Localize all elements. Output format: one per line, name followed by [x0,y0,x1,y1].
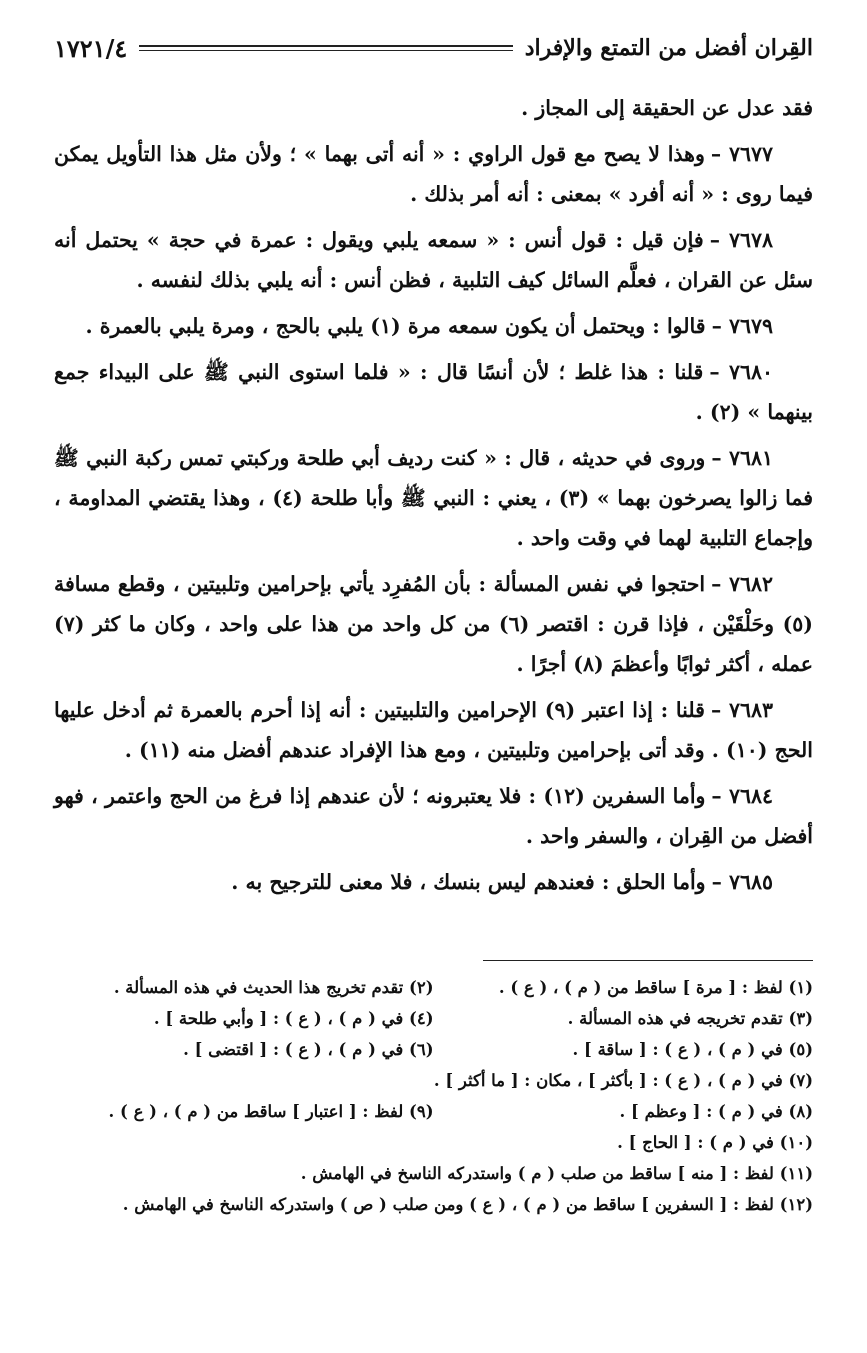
paragraph [54,776,813,856]
footnote-5: (٥) في ( م ) ، ( ع ) : [ ساقة ] . [572,1040,813,1059]
paragraph [54,564,813,684]
footnote-3: (٣) تقدم تخريجه في هذه المسألة . [567,1009,813,1028]
paragraph-number: ٧٦٧٩ – [711,314,773,338]
page-header [54,28,813,68]
paragraph-text: وهذا لا يصح مع قول الراوي : « أنه أتى بهما » ؛ ولأن مثل هذا التأويل يمكن فيما روى : « أنه أفرد » بمعنى : أنه أمر بذلك . [54,142,813,206]
paragraph-number: ٧٦٧٧ – [710,142,773,166]
footnote-8: (٨) في ( م ) : [ وعظم ] . [619,1102,813,1121]
footnote-row [54,972,813,1003]
paragraph-number: ٧٦٨٠ – [709,360,773,384]
footnote-12: (١٢) لفظ : [ السفرين ] ساقط من ( م ) ، ( ع ) ومن صلب ( ص ) واستدركه الناسخ في الهامش . [122,1195,813,1214]
paragraph-number: ٧٦٨٤ – [711,784,773,808]
paragraph [54,306,813,346]
footnote-11: (١١) لفظ : [ منه ] ساقط من صلب ( م ) واستدركه الناسخ في الهامش . [300,1164,813,1183]
footnotes [54,972,813,1220]
paragraph-text: قلنا : هذا غلط ؛ لأن أنسًا قال : « فلما استوى النبي ﷺ على البيداء جمع بينهما » (٢) . [54,360,813,424]
paragraph [54,134,813,214]
paragraph [54,690,813,770]
header-rule [139,45,513,51]
paragraph-text: قلنا : إذا اعتبر (٩) الإحرامين والتلبيتين : أنه إذا أحرم بالعمرة ثم أدخل عليها الحج (١٠) . وقد أتى بإحرامين وتلبيتين ، ومع هذا الإفراد عندهم أفضل منه (١١) . [54,698,813,762]
footnote-row [54,1096,813,1127]
footnote-9: (٩) لفظ : [ اعتبار ] ساقط من ( م ) ، ( ع ) . [108,1102,434,1121]
footnote-6: (٦) في ( م ) ، ( ع ) : [ اقتضى ] . [183,1040,434,1059]
paragraph [54,220,813,300]
paragraph-text: وروى في حديثه ، قال : « كنت رديف أبي طلحة وركبتي تمس ركبة النبي ﷺ فما زالوا يصرخون بهما » (٣) ، يعني : النبي ﷺ وأبا طلحة (٤) ، وهذا يقتضي المداومة ، وإجماع التلبية لهما في وقت واحد . [54,446,814,550]
paragraph-text: قالوا : ويحتمل أن يكون سمعه مرة (١) يلبي بالحج ، ومرة يلبي بالعمرة . [85,314,706,338]
paragraph-text: احتجوا في نفس المسألة : بأن المُفرِد يأتي بإحرامين وتلبيتين ، وقطع مسافة (٥) وحَلْقَيْن ، فإذا قرن : اقتصر (٦) من كل واحد من هذا على واحد ، وكان ما كثر (٧) عمله ، أكثر ثوابًا وأعظمَ (٨) أجرًا . [54,572,813,676]
footnote-4: (٤) في ( م ) ، ( ع ) : [ وأبي طلحة ] . [153,1009,434,1028]
footnote-7: (٧) في ( م ) ، ( ع ) : [ بأكثر ] ، مكان : [ ما أكثر ] . [433,1071,813,1090]
paragraph-number: ٧٦٨٥ – [711,870,773,894]
page-number: ١٧٢١/٤ [54,33,128,63]
paragraph-number: ٧٦٨٢ – [711,572,774,596]
paragraph-text: وأما السفرين (١٢) : فلا يعتبرونه ؛ لأن عندهم إذا فرغ من الحج واعتمر ، فهو أفضل من القِران ، والسفر واحد . [54,784,813,848]
paragraph-text: وأما الحلق : فعندهم ليس بنسك ، فلا معنى للترجيح به . [231,870,706,894]
paragraph-number: ٧٦٨١ – [711,446,774,470]
paragraph-number: ٧٦٧٨ – [709,228,773,252]
footnote-1: (١) لفظ : [ مرة ] ساقط من ( م ) ، ( ع ) . [498,978,813,997]
paragraph-text: فإن قيل : قول أنس : « سمعه يلبي ويقول : عمرة في حجة » يحتمل أنه سئل عن القران ، فعلَّم السائل كيف التلبية ، فظن أنس : أنه يلبي بذلك لنفسه . [54,228,813,292]
footnote-separator [483,960,813,961]
paragraph [54,438,813,558]
paragraph [54,352,813,432]
footnote-row [54,1034,813,1065]
main-text [54,88,813,908]
paragraph-number: ٧٦٨٣ – [710,698,773,722]
paragraph [54,862,813,902]
footnote-row [54,1003,813,1034]
paragraph-text: فقد عدل عن الحقيقة إلى المجاز . [521,96,813,120]
running-title: القِران أفضل من التمتع والإفراد [524,35,813,61]
footnote-2: (٢) تقدم تخريج هذا الحديث في هذه المسألة . [113,978,434,997]
paragraph [54,88,813,128]
footnote-10: (١٠) في ( م ) : [ الحاج ] . [617,1133,813,1152]
